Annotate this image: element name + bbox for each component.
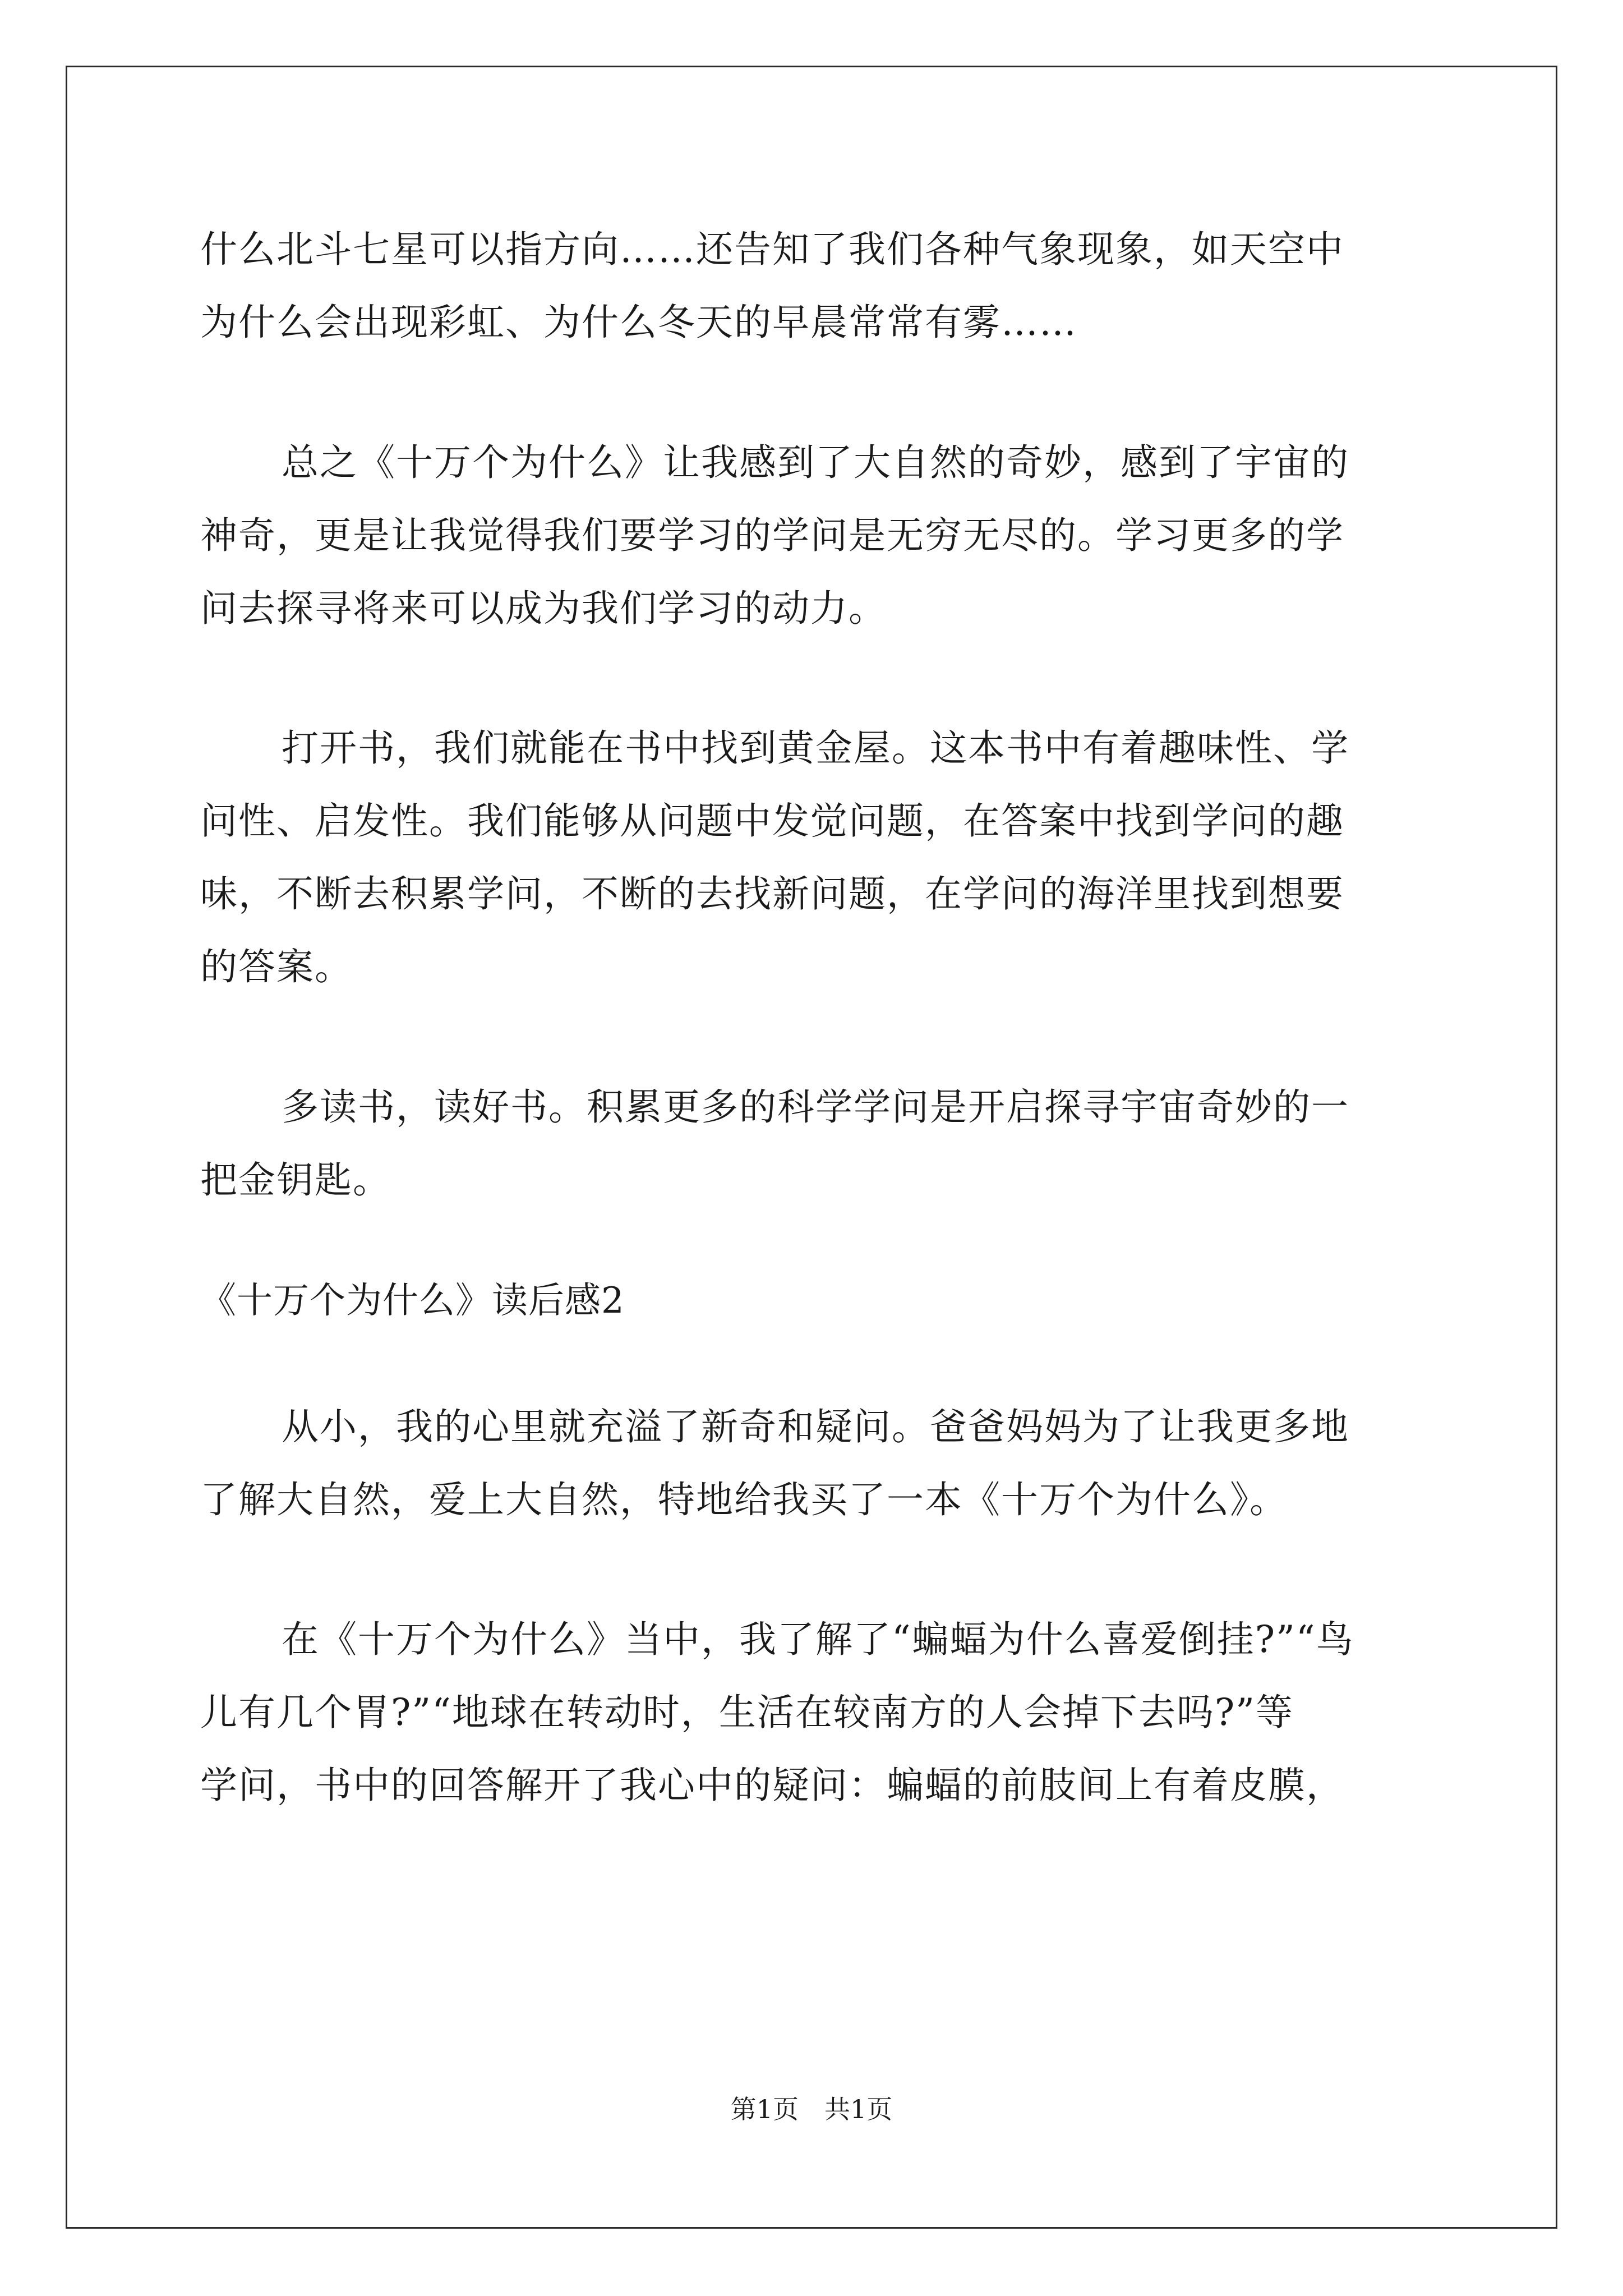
page-border (66, 66, 1557, 2229)
paragraph-first-line: 总之《十万个为什么》让我感到了大自然的奇妙，感到了宇宙的 (282, 441, 1349, 484)
text-line: 学问，书中的回答解开了我心中的疑问：蝙蝠的前肢间上有着皮膜， (200, 1764, 1344, 1807)
text-line: 神奇，更是让我觉得我们要学习的学问是无穷无尽的。学习更多的学 (200, 514, 1344, 557)
paragraph-first-line: 在《十万个为什么》当中，我了解了“蝙蝠为什么喜爱倒挂?”“鸟 (282, 1618, 1354, 1661)
text-line: 的答案。 (200, 945, 353, 988)
paragraph-first-line: 从小，我的心里就充溢了新奇和疑问。爸爸妈妈为了让我更多地 (282, 1405, 1349, 1448)
page-number: 第1页 共1页 (730, 2094, 893, 2124)
text-line: 味，不断去积累学问，不断的去找新问题，在学问的海洋里找到想要 (200, 872, 1344, 915)
text-line: 问性、启发性。我们能够从问题中发觉问题，在答案中找到学问的趣 (200, 799, 1344, 843)
paragraph-first-line: 多读书，读好书。积累更多的科学学问是开启探寻宇宙奇妙的一 (282, 1085, 1349, 1129)
text-line: 为什么会出现彩虹、为什么冬天的早晨常常有雾…… (200, 301, 1077, 344)
section-heading: 《十万个为什么》读后感2 (200, 1280, 625, 1322)
text-line: 了解大自然，爱上大自然，特地给我买了一本《十万个为什么》。 (200, 1478, 1288, 1521)
text-line: 儿有几个胃?”“地球在转动时，生活在较南方的人会掉下去吗?”等 (200, 1691, 1294, 1734)
text-line: 什么北斗七星可以指方向……还告知了我们各种气象现象，如天空中 (200, 228, 1344, 271)
paragraph-first-line: 打开书，我们就能在书中找到黄金屋。这本书中有着趣味性、学 (282, 726, 1349, 770)
text-line: 把金钥匙。 (200, 1158, 391, 1202)
text-line: 问去探寻将来可以成为我们学习的动力。 (200, 587, 887, 630)
